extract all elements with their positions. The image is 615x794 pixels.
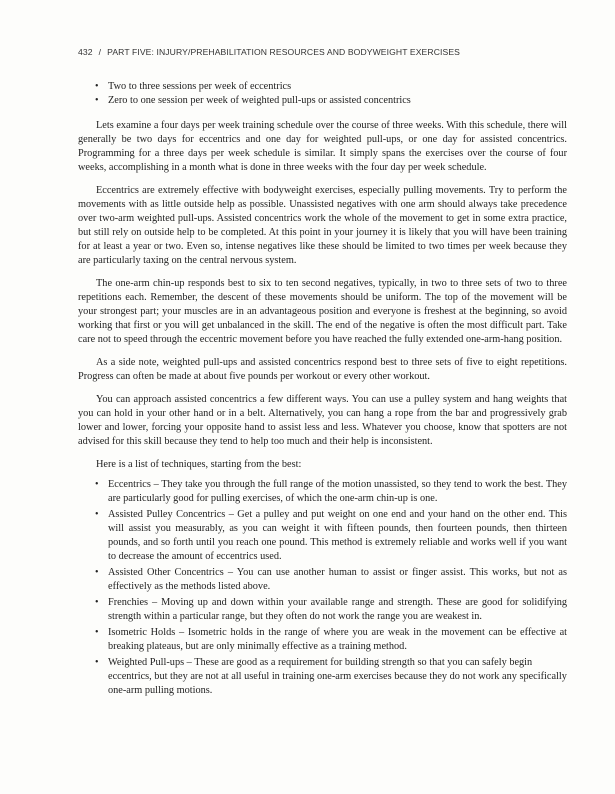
list-item: • Assisted Pulley Concentrics – Get a pulley and put weight on one end and your hand on the other end. This will assist you measurably, as you can weight it with fifteen pounds, then fourteen pounds, then thirteen pounds, and so forth until you reach one pound. This method is extremely reliable and works well if you want to decrease the amount of eccentrics used. bbox=[78, 508, 567, 564]
running-header bbox=[78, 47, 460, 57]
techniques-list bbox=[78, 478, 567, 698]
running-title: PART FIVE: INJURY/PREHABILITATION RESOURCES AND BODYWEIGHT EXERCISES bbox=[107, 47, 460, 57]
paragraph-techniques-intro: Here is a list of techniques, starting from the best: bbox=[96, 459, 302, 470]
header-separator: / bbox=[98, 47, 102, 57]
list-item: • Zero to one session per week of weighted pull-ups or assisted concentrics bbox=[78, 94, 567, 108]
paragraph-schedule: Lets examine a four days per week training schedule over the course of three weeks. With this schedule, there will generally be two days for eccentrics and one day for weighted pull-ups, or one day for assisted concentrics. Programming for a three days per week schedule is similar. It simply spans the exercises over the course of four weeks, accomplishing in a month what is done in three weeks with the four day per week schedule. bbox=[78, 120, 567, 173]
list-item: • Eccentrics – They take you through the full range of the motion unassisted, so they tend to work the best. They are particularly good for pulling exercises, of which the one-arm chin-up is one. bbox=[78, 478, 567, 506]
list-item: • Weighted Pull-ups – These are good as a requirement for building strength so that you can safely begin eccentrics, but they are not at all useful in training one-arm exercises because they do not work any specifically one-arm pulling motions. bbox=[78, 656, 567, 698]
list-item: • Assisted Other Concentrics – You can use another human to assist or finger assist. This works, but not as effectively as the methods listed above. bbox=[78, 566, 567, 594]
list-item: • Isometric Holds – Isometric holds in the range of where you are weak in the movement can be effective at breaking plateaus, but are only minimally effective as a training method. bbox=[78, 626, 567, 654]
session-bullet-list bbox=[78, 80, 567, 108]
paragraph-assisted-concentrics: You can approach assisted concentrics a few different ways. You can use a pulley system and hang weights that you can hold in your other hand or in a belt. Alternatively, you can hang a rope from the bar and progressively grab lower and lower, forcing your opposite hand to assist less and less. Whatever you choose, know that spotters are not advised for this skill because they tend to help too much and their help is inconsistent. bbox=[78, 394, 567, 447]
list-item: • Frenchies – Moving up and down within your available range and strength. These are good for solidifying strength within a particular range, but they often do not work the range you are weakest in. bbox=[78, 596, 567, 624]
paragraph-one-arm-chin-up: The one-arm chin-up responds best to six to ten second negatives, typically, in two to three sets of two to three repetitions each. Remember, the descent of these movements should be uniform. The top of the movement will be your strongest part; your muscles are in an advantageous position and everyone is freshest at the beginning, so avoid working that first or you will get unbalanced in the skill. The end of the negative is often the most difficult part. Take care not to speed through the eccentric movement before you have reached the fully extended one-arm-hang position. bbox=[78, 278, 567, 345]
list-item: • Two to three sessions per week of eccentrics bbox=[78, 80, 567, 94]
page-number: 432 bbox=[78, 47, 93, 57]
page-body bbox=[78, 80, 567, 700]
paragraph-eccentrics: Eccentrics are extremely effective with bodyweight exercises, especially pulling movements. Try to perform the movements with as little outside help as possible. Unassisted negatives with one arm should always take precedence over two-arm weighted pull-ups. Assisted concentrics work the whole of the movement to get in some extra practice, but still rely on outside help to be completed. At this point in your journey it is likely that you will have been training for at least a year or two. Even so, intense negatives like these should be limited to two times per week because they are particularly taxing on the central nervous system. bbox=[78, 185, 567, 266]
paragraph-side-note: As a side note, weighted pull-ups and assisted concentrics respond best to three sets of five to eight repetitions. Progress can often be made at about five pounds per workout or every other workout. bbox=[78, 357, 567, 382]
